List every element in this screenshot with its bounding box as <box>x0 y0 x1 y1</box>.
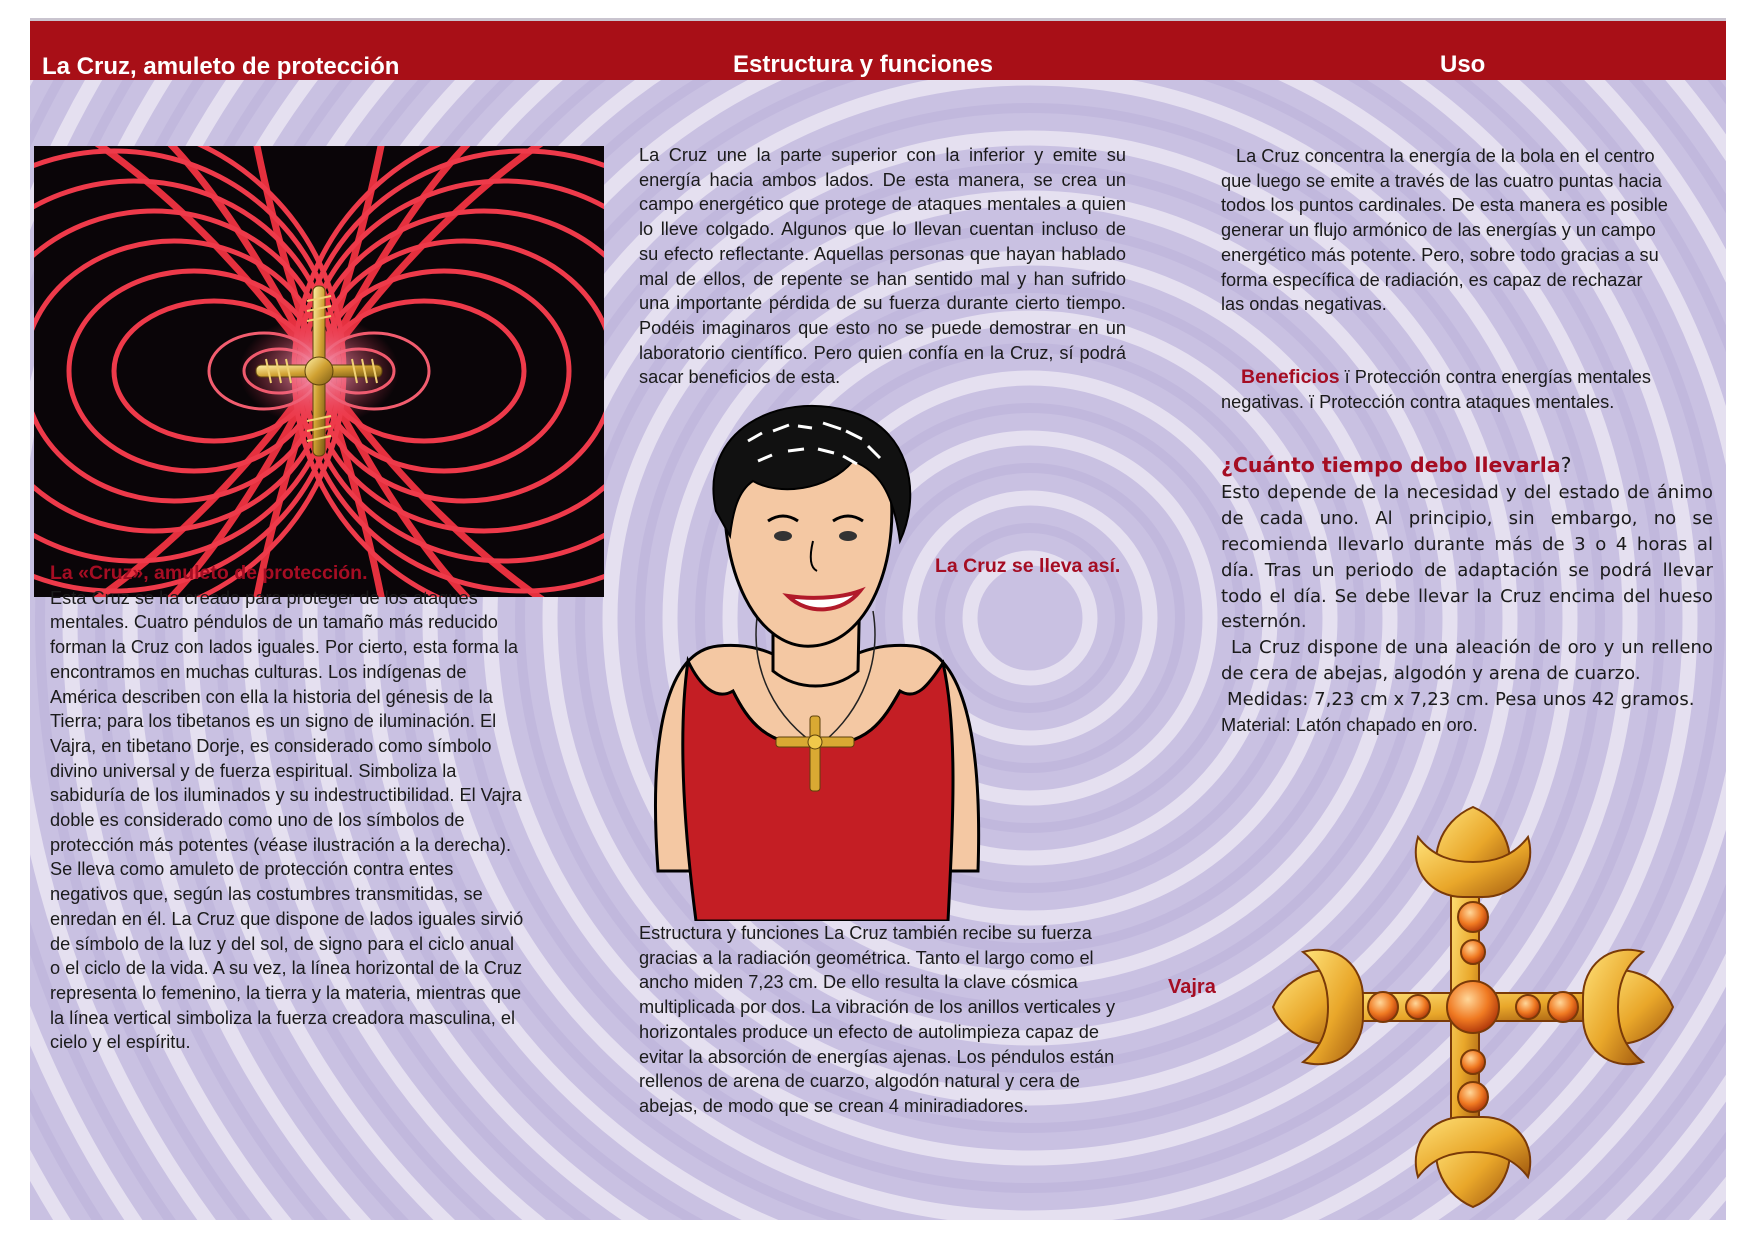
header-bar <box>30 18 1726 80</box>
left-line: mentales. Cuatro péndulos de un tamaño más reducido <box>50 612 498 633</box>
left-line: forman la Cruz con lados iguales. Por cierto, esta forma la <box>50 637 519 658</box>
left-line: enredan en él. La Cruz que dispone de lados iguales sirvió <box>50 908 524 929</box>
benefits-text-1: ï Protección contra energías mentales <box>1339 367 1651 387</box>
left-line: la línea vertical simboliza la fuerza creadora masculina, el <box>50 1007 516 1028</box>
left-line: Esta Cruz se ha creado para proteger de los ataques <box>50 587 478 608</box>
benefits-label: Beneficios <box>1241 366 1340 388</box>
middle-bottom-line: ancho miden 7,23 cm. De ello resulta la clave cósmica <box>639 972 1078 993</box>
middle-bottom-line: gracias a la radiación geométrica. Tanto el largo como el <box>639 947 1094 968</box>
right-intro-line: La Cruz concentra la energía de la bola en el centro <box>1236 146 1655 166</box>
middle-bottom-line: abejas, de modo que se crean 4 miniradiadores. <box>639 1095 1029 1116</box>
woman-wearing-cross-illustration <box>638 401 998 921</box>
right-column-title: Uso <box>1440 51 1486 78</box>
middle-bottom-line: horizontales produce un efecto de autolimpieza capaz de <box>639 1021 1100 1042</box>
left-line: divino universal y de fuerza espiritual. Simboliza la <box>50 760 457 781</box>
right-intro-line: todos los puntos cardinales. De esta manera es posible <box>1221 195 1668 216</box>
duration-block <box>1221 453 1713 739</box>
right-intro-line: las ondas negativas. <box>1221 294 1387 315</box>
question-mark: ? <box>1560 453 1572 477</box>
duration-text: Esto depende de la necesidad y del estado de ánimo de cada uno. Al principio, sin embargo, no se recomienda llevarlo durante más de 3 o 4 horas al día. Tras un periodo de adaptación se podrá llevar todo el día. Se debe llevar la Cruz encima del hueso esternón. <box>1221 481 1713 633</box>
woman-caption: La Cruz se lleva así. <box>935 555 1121 577</box>
left-line: negativos que, según las costumbres transmitidas, se <box>50 884 483 905</box>
middle-top-text: La Cruz une la parte superior con la inferior y emite su energía hacia ambos lados. De esta manera, se crea un campo energético que protege de ataques mentales a quien lo lleve colgado. Algunos que lo llevan cuentan incluso de su efecto reflectante. Aquellas personas que hayan hablado mal de ellos, de repente se han sentido mal y han sufrido una importante pérdida de su fuerza durante cierto tiempo. Podéis imaginaros que esto no se puede demostrar en un laboratorio científico. Pero quien confía en la Cruz, sí podrá sacar beneficios de esta. <box>639 145 1126 388</box>
middle-bottom-line: rellenos de arena de cuarzo, algodón natural y cera de <box>639 1071 1080 1092</box>
benefits-line-1 <box>1221 365 1711 390</box>
middle-bottom-line: evitar la absorción de energías ajenas. Los péndulos están <box>639 1046 1115 1067</box>
vajra-caption: Vajra <box>1168 976 1216 998</box>
left-line: representa lo femenino, la tierra y la materia, mientras que <box>50 982 522 1003</box>
left-column-text <box>50 561 570 1055</box>
middle-bottom-line: Estructura y funciones La Cruz también recibe su fuerza <box>639 923 1092 943</box>
left-line: América describen con ella la historia del génesis de la <box>50 686 493 707</box>
benefits-text-2: negativas. ï Protección contra ataques mentales. <box>1221 391 1615 412</box>
composition-text: La Cruz dispone de una aleación de oro y un relleno de cera de abejas, algodón y arena de cuarzo. <box>1221 637 1713 685</box>
left-column-title: La Cruz, amuleto de protección <box>42 53 400 80</box>
right-intro-line: generar un flujo armónico de las energías y un campo <box>1221 220 1656 241</box>
right-intro-text <box>1221 144 1711 317</box>
middle-bottom-line: multiplicada por dos. La vibración de los anillos verticales y <box>639 997 1116 1018</box>
left-line: doble es considerado como uno de los símbolos de <box>50 810 465 831</box>
left-line: Se lleva como amuleto de protección contra entes <box>50 859 454 880</box>
material-text: Material: Latón chapado en oro. <box>1221 715 1478 736</box>
left-column-heading: La «Cruz», amuleto de protección. <box>50 562 368 584</box>
brochure-page <box>30 18 1726 1220</box>
right-intro-line: energético más potente. Pero, sobre todo gracias a su <box>1221 244 1659 265</box>
middle-bottom-text <box>639 921 1139 1119</box>
left-line: protección más potentes (véase ilustración a la derecha). <box>50 834 511 855</box>
right-intro-line: forma específica de radiación, es capaz de rechazar <box>1221 269 1643 290</box>
measures-text: Medidas: 7,23 cm x 7,23 cm. Pesa unos 42 gramos. <box>1227 689 1695 711</box>
duration-question: ¿Cuánto tiempo debo llevarla <box>1221 453 1561 477</box>
right-intro-line: que luego se emite a través de las cuatro puntas hacia <box>1221 170 1662 191</box>
energy-field-cross-image <box>34 146 604 597</box>
left-line: Tierra; para los tibetanos es un signo de iluminación. El <box>50 711 497 732</box>
left-line: encontramos en muchas culturas. Los indígenas de <box>50 661 467 682</box>
middle-column-title: Estructura y funciones <box>732 51 994 78</box>
left-line: de símbolo de la luz y del sol, de signo para el ciclo anual <box>50 933 515 954</box>
left-line: o el ciclo de la vida. A su vez, la línea horizontal de la Cruz <box>50 958 523 979</box>
double-vajra-image <box>1268 802 1678 1212</box>
benefits-block <box>1221 365 1711 414</box>
left-line: cielo y el espíritu. <box>50 1032 191 1053</box>
duration-heading <box>1221 453 1713 480</box>
left-line: sabiduría de los iluminados y su indestructibilidad. El Vajra <box>50 785 522 806</box>
left-line: Vajra, en tibetano Dorje, es considerado como símbolo <box>50 735 492 756</box>
